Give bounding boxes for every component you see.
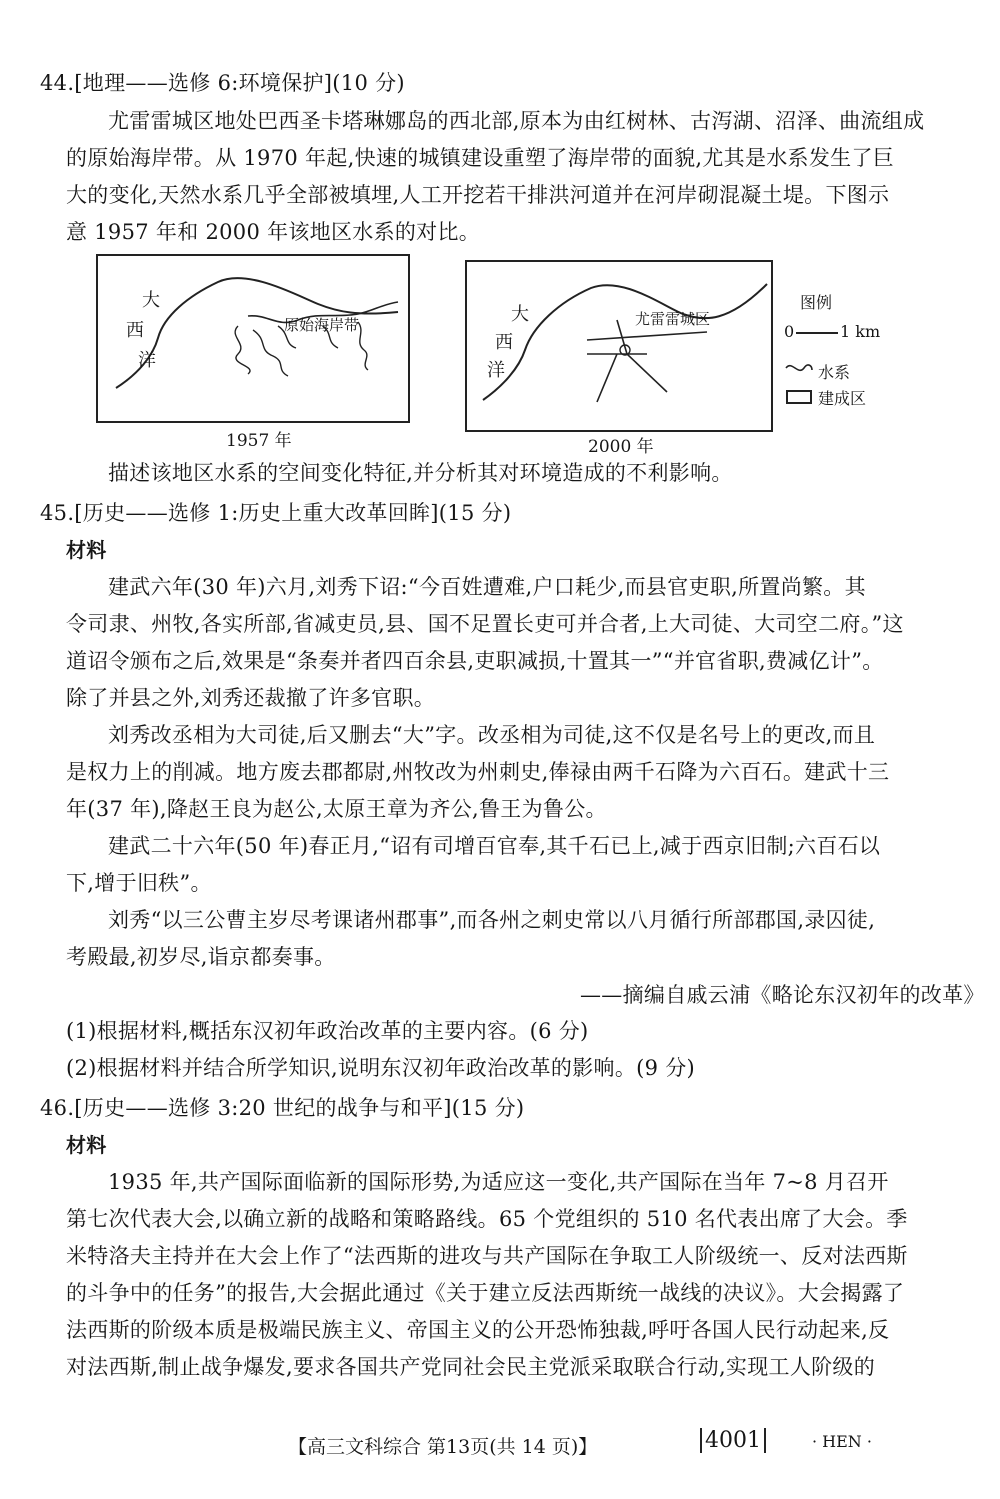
- q45-line: 道诏令颁布之后,效果是“条奏并者四百余县,吏职减损,十置其一”“并官省职,费减亿计”。: [66, 649, 884, 673]
- q45-line: 年(37 年),降赵王良为赵公,太原王章为齐公,鲁王为鲁公。: [66, 797, 607, 821]
- scale-bar: [796, 332, 838, 334]
- paper-code: 4001: [700, 1428, 766, 1453]
- legend-water: 水系: [818, 363, 851, 382]
- footer-tag: · HEN ·: [812, 1432, 872, 1451]
- q44-paragraph-line: 意 1957 年和 2000 年该地区水系的对比。: [66, 220, 481, 244]
- coast-label: 原始海岸带: [284, 316, 360, 334]
- map-1957-caption: 1957 年: [226, 431, 292, 451]
- q45-line: 是权力上的削减。地方废去郡都尉,州牧改为州刺史,俸禄由两千石降为六百石。建武十三: [66, 760, 890, 784]
- q46-heading: 46.[历史——选修 3:20 世纪的战争与和平](15 分): [40, 1096, 525, 1120]
- ocean-label: 洋: [487, 360, 505, 381]
- q44-heading: 44.[地理——选修 6:环境保护](10 分): [40, 71, 405, 95]
- q46-material-label: 材料: [66, 1133, 107, 1157]
- map-1957-drawing: [98, 256, 408, 421]
- q46-line: 的斗争中的任务”的报告,大会据此通过《关于建立反法西斯统一战线的决议》。大会揭露了: [66, 1281, 905, 1305]
- ocean-label: 洋: [138, 350, 156, 371]
- map-2000: [465, 260, 773, 432]
- q45-subquestion-2: (2)根据材料并结合所学知识,说明东汉初年政治改革的影响。(9 分): [66, 1056, 696, 1080]
- q45-subquestion-1: (1)根据材料,概括东汉初年政治改革的主要内容。(6 分): [66, 1019, 589, 1043]
- water-symbol-icon: [784, 358, 814, 378]
- q46-line: 1935 年,共产国际面临新的国际形势,为适应这一变化,共产国际在当年 7~8 月召开: [108, 1170, 889, 1194]
- q46-line: 米特洛夫主持并在大会上作了“法西斯的进攻与共产国际在争取工人阶级统一、反对法西斯: [66, 1244, 908, 1268]
- built-area-symbol-icon: [786, 390, 812, 404]
- legend-built: 建成区: [818, 389, 867, 408]
- q44-paragraph-line: 大的变化,天然水系几乎全部被填埋,人工开挖若干排洪河道并在河岸砌混凝土堤。下图示: [66, 183, 890, 207]
- scale-km: 1 km: [840, 322, 881, 341]
- q45-line: 考殿最,初岁尽,诣京都奏事。: [66, 945, 336, 969]
- q44-question: 描述该地区水系的空间变化特征,并分析其对环境造成的不利影响。: [108, 461, 733, 485]
- q46-line: 第七次代表大会,以确立新的战略和策略路线。65 个党组织的 510 名代表出席了大会。季: [66, 1207, 908, 1231]
- q45-line: 建武六年(30 年)六月,刘秀下诏:“今百姓遭难,户口耗少,而县官吏职,所置尚繁。其: [108, 575, 866, 599]
- q45-line: 刘秀“以三公曹主岁尽考课诸州郡事”,而各州之刺史常以八月循行所部郡国,录囚徒,: [108, 908, 876, 932]
- ocean-label: 大: [511, 304, 529, 325]
- scale-zero: 0: [784, 322, 795, 341]
- q45-line: 建武二十六年(50 年)春正月,“诏有司增百官奉,其千石已上,减于西京旧制;六百石以: [108, 834, 881, 858]
- q45-line: 刘秀改丞相为大司徒,后又删去“大”字。改丞相为司徒,这不仅是名号上的更改,而且: [108, 723, 876, 747]
- page-footer-title: 【高三文科综合 第13页(共 14 页)】: [288, 1436, 598, 1458]
- map-1957: [96, 254, 410, 423]
- q44-paragraph-line: 的原始海岸带。从 1970 年起,快速的城镇建设重塑了海岸带的面貌,尤其是水系发生了巨: [66, 146, 895, 170]
- q45-heading: 45.[历史——选修 1:历史上重大改革回眸](15 分): [40, 501, 512, 525]
- q46-line: 对法西斯,制止战争爆发,要求各国共产党同社会民主党派采取联合行动,实现工人阶级的: [66, 1355, 876, 1379]
- q45-line: 令司隶、州牧,各实所部,省减吏员,县、国不足置长吏可并合者,上大司徒、大司空二府。”这: [66, 612, 904, 636]
- q46-line: 法西斯的阶级本质是极端民族主义、帝国主义的公开恐怖独裁,呼吁各国人民行动起来,反: [66, 1318, 890, 1342]
- q44-paragraph-line: 尤雷雷城区地处巴西圣卡塔琳娜岛的西北部,原本为由红树林、古泻湖、沼泽、曲流组成: [108, 109, 925, 133]
- legend-title: 图例: [800, 293, 833, 312]
- city-label: 尤雷雷城区: [635, 310, 711, 328]
- q45-line: 下,增于旧秩”。: [66, 871, 212, 895]
- ocean-label: 大: [142, 290, 160, 311]
- ocean-label: 西: [495, 332, 513, 353]
- ocean-label: 西: [126, 320, 144, 341]
- q45-material-label: 材料: [66, 538, 107, 562]
- q45-source: ——摘编自戚云浦《略论东汉初年的改革》: [580, 983, 985, 1007]
- q45-line: 除了并县之外,刘秀还裁撤了许多官职。: [66, 686, 436, 710]
- map-2000-caption: 2000 年: [588, 437, 654, 457]
